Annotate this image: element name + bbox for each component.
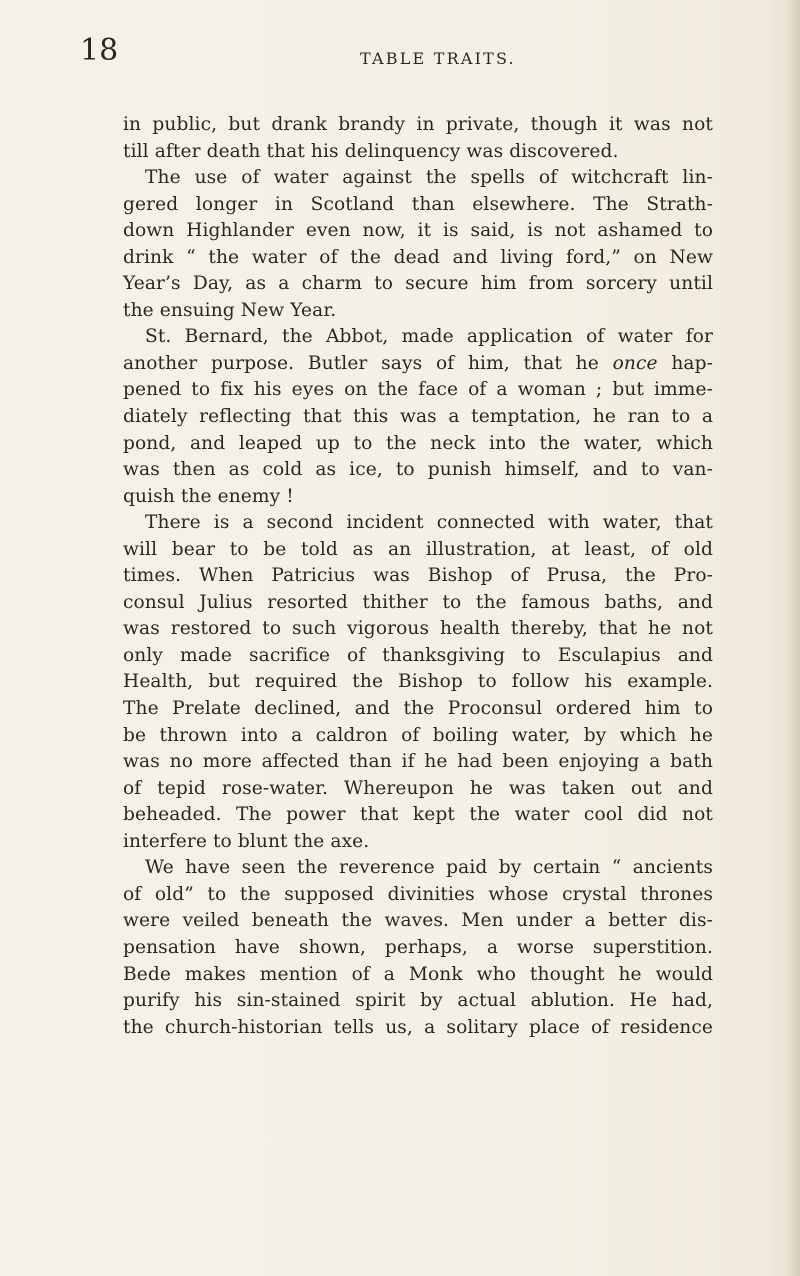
text-line-1: in public, but drank brandy in private, though it was not	[123, 114, 713, 135]
text-line-28: interfere to blunt the axe.	[123, 830, 370, 852]
text-line-31: were veiled beneath the waves. Men under a better dis-	[123, 910, 713, 932]
text-line-25: was no more affected than if he had been enjoying a bath	[123, 751, 713, 773]
text-line-19: consul Julius resorted thither to the famous baths, and	[123, 591, 713, 613]
text-line-12: diately reflecting that this was a temptation, he ran to a	[123, 406, 713, 428]
body-text	[123, 112, 713, 1041]
text-line-10	[123, 351, 713, 378]
text-line-10-start: another purpose. Butler says of him, that he	[123, 352, 599, 374]
text-line-34: purify his sin-stained spirit by actual ablution. He had,	[123, 990, 713, 1012]
text-line-15: quish the enemy !	[123, 485, 294, 507]
text-line-16: There is a second incident connected with water, that	[145, 512, 713, 534]
text-line-13: pond, and leaped up to the neck into the water, which	[123, 432, 713, 454]
text-line-29: We have seen the reverence paid by certain “ ancients	[145, 857, 713, 879]
text-line-2: till after death that his delinquency was discovered.	[123, 140, 619, 162]
text-line-22: Health, but required the Bishop to follow his example.	[123, 671, 713, 693]
text-line-30: of old” to the supposed divinities whose crystal thrones	[123, 883, 713, 905]
text-line-26: of tepid rose-water. Whereupon he was taken out and	[123, 777, 713, 799]
text-line-23: The Prelate declined, and the Proconsul ordered him to	[123, 698, 713, 720]
text-line-6: drink “ the water of the dead and living ford,” on New	[123, 246, 713, 268]
page-number: 18	[80, 33, 119, 68]
text-line-27: beheaded. The power that kept the water cool did not	[123, 804, 713, 826]
running-head: TABLE TRAITS.	[360, 49, 516, 68]
text-line-5: down Highlander even now, it is said, is not ashamed to	[123, 220, 713, 242]
page-edge-shadow	[786, 0, 800, 1276]
text-line-9: St. Bernard, the Abbot, made application of water for	[145, 326, 713, 348]
text-line-21: only made sacrifice of thanksgiving to Esculapius and	[123, 644, 713, 666]
text-line-11: pened to fix his eyes on the face of a woman ; but imme-	[123, 379, 713, 401]
text-line-18: times. When Patricius was Bishop of Prusa, the Pro-	[123, 565, 713, 587]
text-line-10-end: hap-	[671, 352, 713, 374]
text-line-17: will bear to be told as an illustration, at least, of old	[123, 538, 713, 560]
text-line-8: the ensuing New Year.	[123, 299, 337, 321]
text-line-7: Year’s Day, as a charm to secure him from sorcery until	[123, 273, 713, 295]
text-line-35: the church-historian tells us, a solitary place of residence	[123, 1016, 713, 1038]
text-line-33: Bede makes mention of a Monk who thought he would	[123, 963, 713, 985]
text-line-3: The use of water against the spells of witchcraft lin-	[145, 167, 713, 189]
text-line-4: gered longer in Scotland than elsewhere. The Strath-	[123, 193, 713, 215]
text-line-32: pensation have shown, perhaps, a worse superstition.	[123, 936, 713, 958]
italic-word: once	[612, 352, 658, 374]
text-line-20: was restored to such vigorous health thereby, that he not	[123, 618, 713, 640]
text-line-14: was then as cold as ice, to punish himself, and to van-	[123, 459, 713, 481]
text-line-24: be thrown into a caldron of boiling water, by which he	[123, 724, 713, 746]
